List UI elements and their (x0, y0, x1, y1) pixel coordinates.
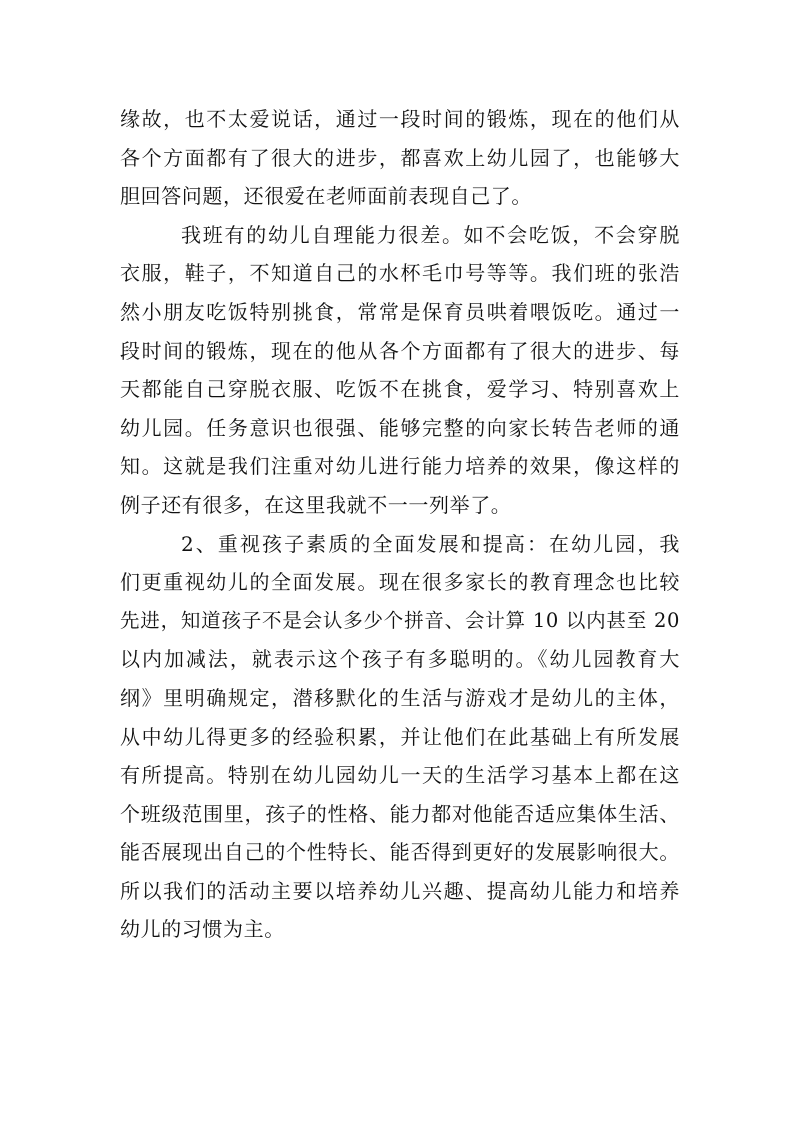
text-line: 们更重视幼儿的全面发展。现在很多家长的教育理念也比较 (120, 570, 680, 595)
text-line: 从中幼儿得更多的经验积累，并让他们在此基础上有所发展 (120, 724, 680, 749)
text-line: 2、重视孩子素质的全面发展和提高：在幼儿园，我 (181, 531, 680, 556)
text-line: 个班级范围里，孩子的性格、能力都对他能否适应集体生活、 (120, 801, 680, 826)
text-line: 知。这就是我们注重对幼儿进行能力培养的效果，像这样的 (120, 454, 680, 479)
document-body (120, 100, 680, 949)
text-line: 以内加减法，就表示这个孩子有多聪明的。《幼儿园教育大 (120, 647, 680, 672)
text-line: 能否展现出自己的个性特长、能否得到更好的发展影响很大。 (120, 840, 680, 865)
text-line: 段时间的锻炼，现在的他从各个方面都有了很大的进步、每 (120, 338, 680, 363)
text-line: 纲》里明确规定，潜移默化的生活与游戏才是幼儿的主体， (120, 685, 680, 710)
text-line: 胆回答问题，还很爱在老师面前表现自己了。 (120, 184, 532, 209)
text-line: 幼儿的习惯为主。 (120, 917, 285, 942)
text-line: 例子还有很多，在这里我就不一一列举了。 (120, 492, 512, 517)
text-line: 幼儿园。任务意识也很强、能够完整的向家长转告老师的通 (120, 415, 680, 440)
text-line: 所以我们的活动主要以培养幼儿兴趣、提高幼儿能力和培养 (120, 878, 680, 903)
text-line: 衣服，鞋子，不知道自己的水杯毛巾号等等。我们班的张浩 (120, 261, 680, 286)
text-line: 有所提高。特别在幼儿园幼儿一天的生活学习基本上都在这 (120, 763, 680, 788)
text-line: 缘故，也不太爱说话，通过一段时间的锻炼，现在的他们从 (120, 107, 680, 131)
text-line: 天都能自己穿脱衣服、吃饭不在挑食，爱学习、特别喜欢上 (120, 377, 680, 402)
text-line: 我班有的幼儿自理能力很差。如不会吃饭，不会穿脱 (181, 222, 680, 247)
text-line: 然小朋友吃饭特别挑食，常常是保育员哄着喂饭吃。通过一 (120, 299, 680, 324)
text-line: 先进，知道孩子不是会认多少个拼音、会计算 10 以内甚至 20 (120, 608, 680, 632)
text-line: 各个方面都有了很大的进步，都喜欢上幼儿园了，也能够大 (120, 145, 680, 170)
